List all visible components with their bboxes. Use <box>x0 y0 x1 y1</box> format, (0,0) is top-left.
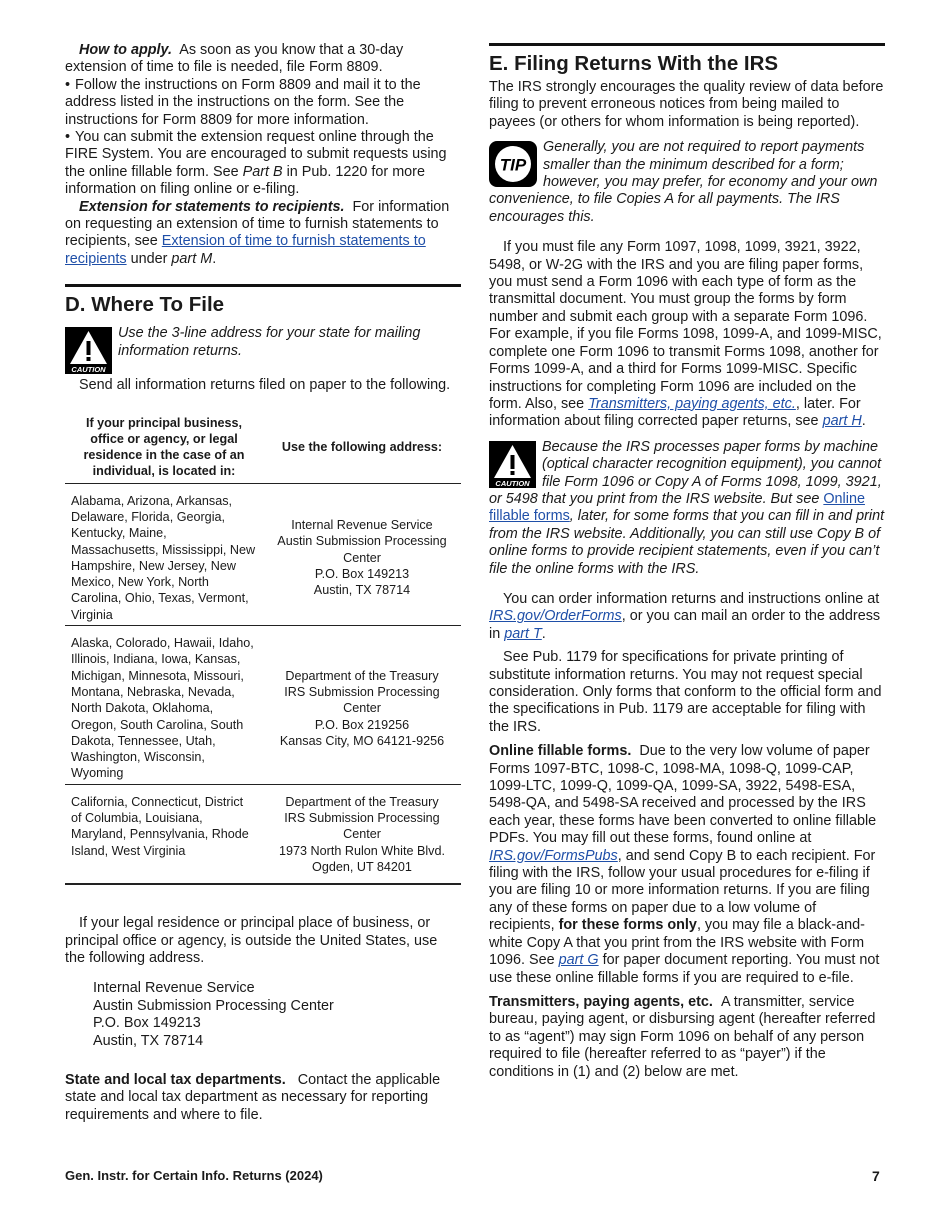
filing-address-table <box>65 411 461 886</box>
extension-statements-paragraph: Extension for statements to recipients. For information on requesting an extension of time to furnish statements to recipients, see Extension of time to furnish statements to recipients under part M. <box>65 198 450 267</box>
table-header-location: If your principal business, office or agency, or legal residence in the case of an individual, is located in: <box>65 411 263 484</box>
table-header-address: Use the following address: <box>263 411 461 484</box>
link-transmitters[interactable]: Transmitters, paying agents, etc. <box>588 395 796 412</box>
section-e-title: E. Filing Returns With the IRS <box>489 43 885 76</box>
order-forms-paragraph: You can order information returns and instructions online at IRS.gov/OrderForms, or you can mail an order to the address in part T. <box>489 590 881 642</box>
right-column <box>489 43 885 1081</box>
link-forms-pubs[interactable]: IRS.gov/FormsPubs <box>489 847 618 864</box>
state-local-tax-paragraph: State and local tax departments. Contact the applicable state and local tax department as necessary for reporting requirements and where to file. <box>65 1072 441 1123</box>
caution-icon <box>489 441 536 488</box>
link-order-forms[interactable]: IRS.gov/OrderForms <box>489 608 622 625</box>
link-part-t[interactable]: part T <box>504 625 542 642</box>
form-1096-paragraph: If you must file any Form 1097, 1098, 1099, 3921, 3922, 5498, or W-2G with the IRS and you are filing paper forms, you must send a Form 1096 with each type of form as the transmittal document. You must group the forms by form number and submit each group with a separate Form 1096. For example, if you file Forms 1098, 1099-A, and 1099-MISC, complete one Form 1096 to transmit Forms 1098, another for Forms 1099-A, and a third for Forms 1099-MISC. Specific instructions for completing Form 1096 are included on the form. Also, see Transmitters, paying agents, etc., later. For information about filing corrected paper returns, see part H. <box>489 239 882 430</box>
how-to-apply-heading: How to apply. <box>79 42 173 58</box>
section-d-title: D. Where To File <box>65 284 461 317</box>
svg-text:TIP: TIP <box>499 155 527 175</box>
how-to-apply-paragraph: How to apply. As soon as you know that a 30-day extension of time to file is needed, file Form 8809. <box>65 42 404 76</box>
caution-icon <box>65 327 112 374</box>
address-cell: Department of the Treasury IRS Submission Processing Center 1973 North Rulon White Blvd. Ogden, UT 84201 <box>263 784 461 884</box>
link-online-fillable-forms[interactable]: Online fillable forms <box>489 490 865 525</box>
link-part-g[interactable]: part G <box>558 952 599 969</box>
address-cell: Internal Revenue Service Austin Submission Processing Center P.O. Box 149213 Austin, TX 78714 <box>263 483 461 625</box>
pub-1179-paragraph: See Pub. 1179 for specifications for private printing of substitute information returns. You may not request special consideration. Only forms that conform to the official form and the specifications in Pub. 1179 are acceptable for filing with the IRS. <box>489 649 882 735</box>
footer-title: Gen. Instr. for Certain Info. Returns (2024) <box>65 1168 323 1183</box>
page-number: 7 <box>872 1168 880 1184</box>
tip-note: TIP Generally, you are not required to report payments smaller than the minimum described for a form; however, you may prefer, for economy and your own convenience, to file Copies A for all payments. The IRS encourages this. <box>489 139 878 225</box>
table-row <box>65 483 461 625</box>
send-all-returns-text: Send all information returns filed on paper to the following. <box>79 377 451 394</box>
states-cell: California, Connecticut, District of Columbia, Louisiana, Maryland, Pennsylvania, Rhode Island, West Virginia <box>65 784 263 884</box>
online-fillable-forms-paragraph: Online fillable forms. Due to the very low volume of paper Forms 1097-BTC, 1098-C, 1098-MA, 1098-Q, 1099-CAP, 1099-LTC, 1099-Q, 1099-QA, 1099-SA, 3922, 5498-ESA, 5498-QA, and 5498-SA received and processed by the IRS each year, these forms have been converted to online fillable PDFs. You may fill out these forms, found online at IRS.gov/FormsPubs, and send Copy B to each recipient. For filing with the IRS, follow your usual procedures for e-filing if you are filing 10 or more information returns. If you are filing any of these forms on paper due to a low volume of recipients, for these forms only, you may file a black-and-white Copy A that you print from the IRS website with Form 1096. See part G for paper document reporting. You must not use these online fillable forms if you are required to e-file. <box>489 743 880 986</box>
foreign-residence-text: If your legal residence or principal place of business, or principal office or agency, is outside the United States, use the following address. <box>65 915 438 967</box>
bullet-fire-system: • You can submit the extension request online through the FIRE System. You are encouraged to submit requests using the online fillable form. See Part B in Pub. 1220 for more information on filing online or e-filing. <box>65 129 461 199</box>
left-column <box>65 42 461 1124</box>
caution-note-paper-forms: CAUTION Because the IRS processes paper forms by machine (optical character recognition equipment), you cannot file Form 1096 or Copy A of Forms 1098, 1099, 3921, or 5498 that you print from the IRS website. But see Online fillable forms, later, for some forms that you can fill in and print from the IRS website. Additionally, you can still use Copy B of online forms to provide recipient statements, even if you can’t file the online forms with the IRS. <box>489 438 885 577</box>
link-part-h[interactable]: part H <box>822 413 862 430</box>
table-row <box>65 626 461 785</box>
address-cell: Department of the Treasury IRS Submission Processing Center P.O. Box 219256 Kansas City, MO 64121-9256 <box>263 626 461 785</box>
table-row <box>65 784 461 884</box>
svg-text:CAUTION: CAUTION <box>71 365 106 375</box>
states-cell: Alabama, Arizona, Arkansas, Delaware, Florida, Georgia, Kentucky, Maine, Massachusetts, Mississippi, New Hampshire, New Jersey, New Mexico, New York, North Carolina, Ohio, Texas, Vermont, Virginia <box>65 483 263 625</box>
foreign-address-block: Internal Revenue Service Austin Submission Processing Center P.O. Box 149213 Austin, TX 78714 <box>93 980 334 1049</box>
section-e-intro: The IRS strongly encourages the quality review of data before filing to prevent erroneous notices from being mailed to payees (or others for whom information is being reported). <box>489 79 884 130</box>
states-cell: Alaska, Colorado, Hawaii, Idaho, Illinois, Indiana, Iowa, Kansas, Michigan, Minnesota, Missouri, Montana, Nebraska, Nevada, North Dakota, Oklahoma, Oregon, South Carolina, South Dakota, Tennessee, Utah, Washington, Wisconsin, Wyoming <box>65 626 263 785</box>
tip-icon <box>489 141 537 187</box>
transmitters-paragraph: Transmitters, paying agents, etc. A transmitter, service bureau, paying agent, or disbursing agent (hereafter referred to as “agent”) may sign Form 1096 on behalf of any person required to file (hereafter referred to as “payer”) if the conditions in (1) and (2) below are met. <box>489 993 876 1080</box>
caution-note-3-line-address: CAUTION Use the 3-line address for your state for mailing information returns. <box>65 325 461 375</box>
link-extension-statements[interactable]: Extension of time to furnish statements to recipients <box>65 233 426 267</box>
svg-text:CAUTION: CAUTION <box>495 478 530 488</box>
bullet-form-8809: • Follow the instructions on Form 8809 and mail it to the address listed in the instructions on the form. See the instructions for Form 8809 for more information. <box>65 77 461 129</box>
